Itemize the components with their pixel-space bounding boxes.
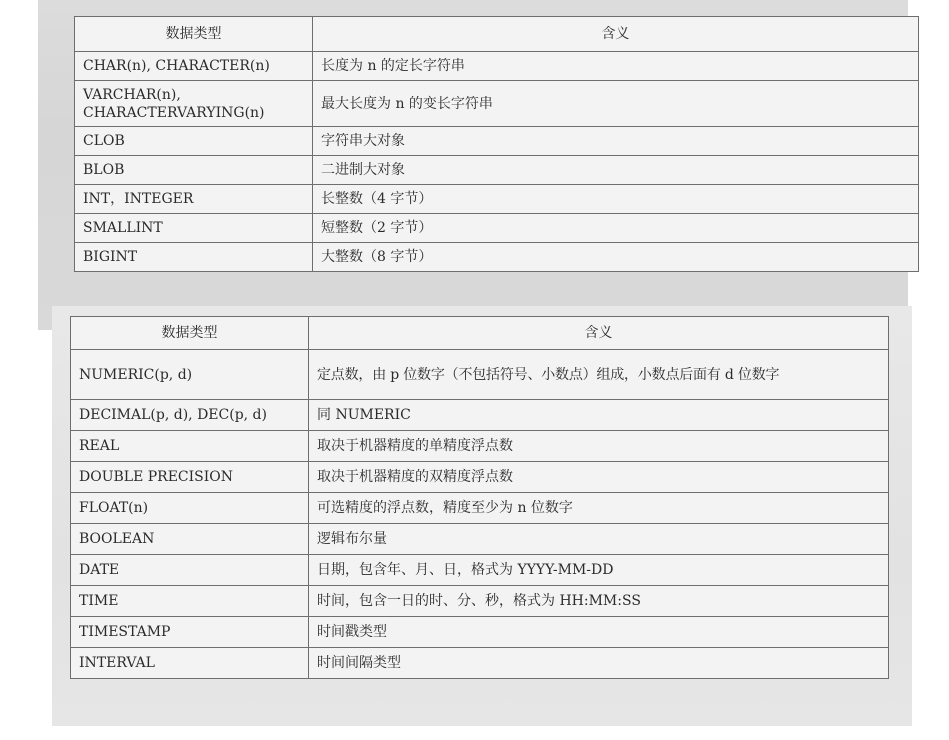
type-cell: BLOB: [75, 156, 313, 185]
meaning-cell: 日期，包含年、月、日，格式为 YYYY-MM-DD: [309, 555, 889, 586]
meaning-cell: 逻辑布尔量: [309, 524, 889, 555]
type-cell: TIMESTAMP: [71, 617, 309, 648]
header-data-type: 数据类型: [71, 317, 309, 350]
meaning-cell: 取决于机器精度的双精度浮点数: [309, 462, 889, 493]
data-types-table-1: [74, 16, 919, 272]
table-row: [71, 648, 889, 679]
table-row: [75, 243, 919, 272]
meaning-cell: 长度为 n 的定长字符串: [313, 52, 919, 81]
meaning-cell: 字符串大对象: [313, 127, 919, 156]
type-cell: FLOAT(n): [71, 493, 309, 524]
table-header-row: [75, 17, 919, 52]
table-row: [71, 400, 889, 431]
meaning-cell: 同 NUMERIC: [309, 400, 889, 431]
meaning-cell: 大整数（8 字节）: [313, 243, 919, 272]
table-row: [75, 185, 919, 214]
meaning-cell: 取决于机器精度的单精度浮点数: [309, 431, 889, 462]
type-cell: CLOB: [75, 127, 313, 156]
type-cell: VARCHAR(n), CHARACTERVARYING(n): [75, 81, 313, 127]
table-row: [71, 586, 889, 617]
meaning-cell: 最大长度为 n 的变长字符串: [313, 81, 919, 127]
meaning-cell: 短整数（2 字节）: [313, 214, 919, 243]
header-data-type: 数据类型: [75, 17, 313, 52]
type-cell: BOOLEAN: [71, 524, 309, 555]
table-row: [75, 214, 919, 243]
type-cell: TIME: [71, 586, 309, 617]
type-cell: SMALLINT: [75, 214, 313, 243]
type-cell: DATE: [71, 555, 309, 586]
table-row: [75, 127, 919, 156]
table-row: [71, 350, 889, 400]
header-meaning: 含义: [313, 17, 919, 52]
table-row: [71, 524, 889, 555]
table-row: [75, 156, 919, 185]
meaning-cell: 二进制大对象: [313, 156, 919, 185]
type-cell: CHAR(n), CHARACTER(n): [75, 52, 313, 81]
table-row: [75, 52, 919, 81]
header-meaning: 含义: [309, 317, 889, 350]
meaning-cell: 时间间隔类型: [309, 648, 889, 679]
type-cell: BIGINT: [75, 243, 313, 272]
table-row: [71, 462, 889, 493]
meaning-cell: 时间戳类型: [309, 617, 889, 648]
table-header-row: [71, 317, 889, 350]
table-row: [71, 555, 889, 586]
table-row: [71, 493, 889, 524]
type-cell: NUMERIC(p, d): [71, 350, 309, 400]
type-cell: DECIMAL(p, d), DEC(p, d): [71, 400, 309, 431]
meaning-cell: 可选精度的浮点数，精度至少为 n 位数字: [309, 493, 889, 524]
meaning-cell: 长整数（4 字节）: [313, 185, 919, 214]
data-types-table-2: [70, 316, 889, 679]
type-cell: INT，INTEGER: [75, 185, 313, 214]
type-cell: INTERVAL: [71, 648, 309, 679]
meaning-cell: 时间，包含一日的时、分、秒，格式为 HH:MM:SS: [309, 586, 889, 617]
table-row: [75, 81, 919, 127]
meaning-cell: 定点数，由 p 位数字（不包括符号、小数点）组成，小数点后面有 d 位数字: [309, 350, 889, 400]
table-row: [71, 431, 889, 462]
type-cell: REAL: [71, 431, 309, 462]
table-row: [71, 617, 889, 648]
type-cell: DOUBLE PRECISION: [71, 462, 309, 493]
